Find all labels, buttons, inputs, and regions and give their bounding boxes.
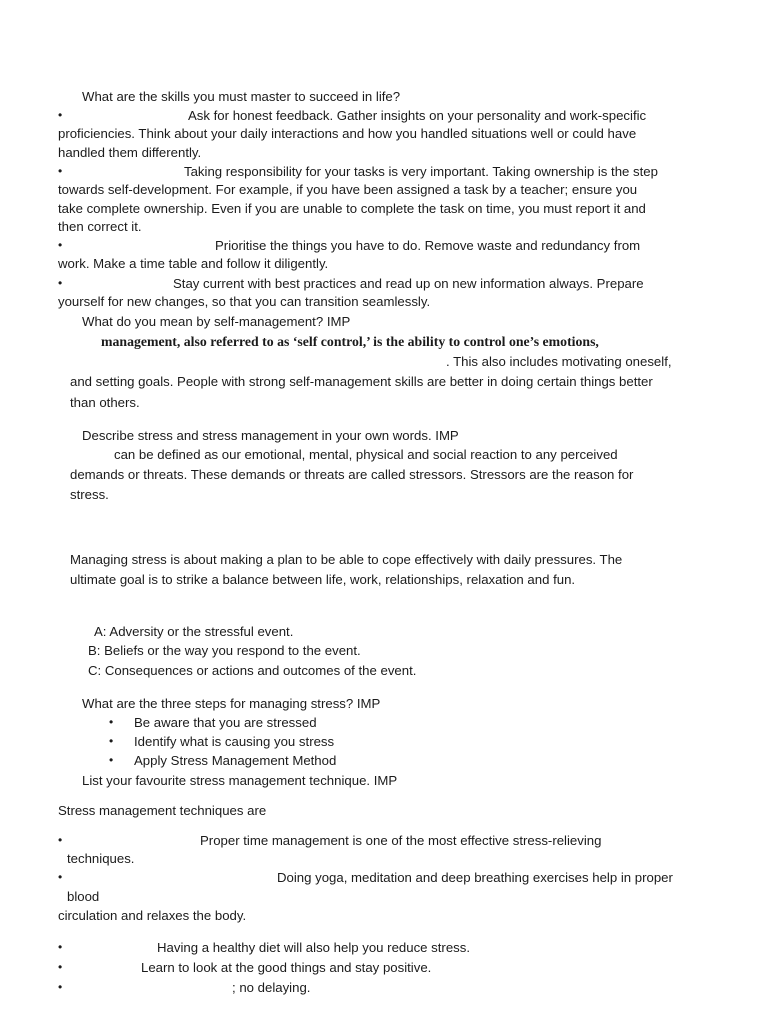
abc-item: B: Beliefs or the way you respond to the event. bbox=[88, 643, 361, 658]
paragraph-line: ultimate goal is to strike a balance between life, work, relationships, relaxation and fun. bbox=[70, 572, 576, 587]
paragraph-line: towards self-development. For example, if you have been assigned a task by a teacher; ensure you bbox=[58, 182, 638, 197]
paragraph-line: and setting goals. People with strong self-management skills are better in doing certain things better bbox=[70, 374, 653, 389]
bullet: • bbox=[58, 870, 63, 884]
paragraph-line: proficiencies. Think about your daily interactions and how you handled situations well or could have bbox=[58, 126, 637, 141]
paragraph-line: work. Make a time table and follow it diligently. bbox=[58, 256, 329, 271]
paragraph-line: . This also includes motivating oneself, bbox=[446, 354, 672, 369]
paragraph-line: then correct it. bbox=[58, 219, 142, 234]
paragraph-line: Ask for honest feedback. Gather insights on your personality and work-specific bbox=[188, 108, 647, 123]
abc-item: C: Consequences or actions and outcomes of the event. bbox=[88, 663, 417, 678]
paragraph-line: Stay current with best practices and read up on new information always. Prepare bbox=[173, 276, 644, 291]
paragraph-line: stress. bbox=[70, 487, 109, 502]
techniques-intro: Stress management techniques are bbox=[58, 803, 267, 818]
bullet: • bbox=[58, 960, 63, 974]
bullet: • bbox=[109, 753, 114, 767]
question-favourite-technique-heading: List your favourite stress management technique. IMP bbox=[82, 773, 398, 788]
paragraph-line: handled them differently. bbox=[58, 145, 202, 160]
bullet: • bbox=[109, 734, 114, 748]
question-stress-heading: Describe stress and stress management in your own words. IMP bbox=[82, 428, 459, 443]
bullet: • bbox=[58, 940, 63, 954]
paragraph-line: blood bbox=[67, 889, 100, 904]
question-self-management-heading: What do you mean by self-management? IMP bbox=[82, 314, 351, 329]
bullet: • bbox=[58, 833, 63, 847]
paragraph-line: Managing stress is about making a plan to be able to cope effectively with daily pressures. The bbox=[70, 552, 623, 567]
bullet: • bbox=[58, 164, 63, 178]
paragraph-line: Taking responsibility for your tasks is very important. Taking ownership is the step bbox=[184, 164, 658, 179]
bold-definition-line: management, also referred to as ‘self control,’ is the ability to control one’s emotions, bbox=[101, 334, 599, 349]
paragraph-line: Having a healthy diet will also help you reduce stress. bbox=[157, 940, 471, 955]
bullet: • bbox=[58, 276, 63, 290]
paragraph-line: demands or threats. These demands or threats are called stressors. Stressors are the reason for bbox=[70, 467, 634, 482]
question-three-steps-heading: What are the three steps for managing stress? IMP bbox=[82, 696, 381, 711]
paragraph-line: can be defined as our emotional, mental, physical and social reaction to any perceived bbox=[114, 447, 618, 462]
paragraph-line: take complete ownership. Even if you are unable to complete the task on time, you must report it and bbox=[58, 201, 646, 216]
paragraph-line: Learn to look at the good things and stay positive. bbox=[141, 960, 432, 975]
paragraph-line: Doing yoga, meditation and deep breathing exercises help in proper bbox=[277, 870, 673, 885]
bullet: • bbox=[58, 108, 63, 122]
bullet: • bbox=[109, 715, 114, 729]
bullet: • bbox=[58, 238, 63, 252]
paragraph-line: Prioritise the things you have to do. Remove waste and redundancy from bbox=[215, 238, 641, 253]
question-skills-heading: What are the skills you must master to succeed in life? bbox=[82, 89, 401, 104]
paragraph-line: than others. bbox=[70, 395, 140, 410]
bullet: • bbox=[58, 980, 63, 994]
paragraph-line: yourself for new changes, so that you can transition seamlessly. bbox=[58, 294, 431, 309]
paragraph-line: techniques. bbox=[67, 851, 135, 866]
paragraph-line: ; no delaying. bbox=[232, 980, 311, 995]
step-item: Be aware that you are stressed bbox=[134, 715, 317, 730]
step-item: Identify what is causing you stress bbox=[134, 734, 335, 749]
abc-item: A: Adversity or the stressful event. bbox=[94, 624, 294, 639]
paragraph-line: Proper time management is one of the most effective stress-relieving bbox=[200, 833, 602, 848]
paragraph-line: circulation and relaxes the body. bbox=[58, 908, 247, 923]
step-item: Apply Stress Management Method bbox=[134, 753, 337, 768]
